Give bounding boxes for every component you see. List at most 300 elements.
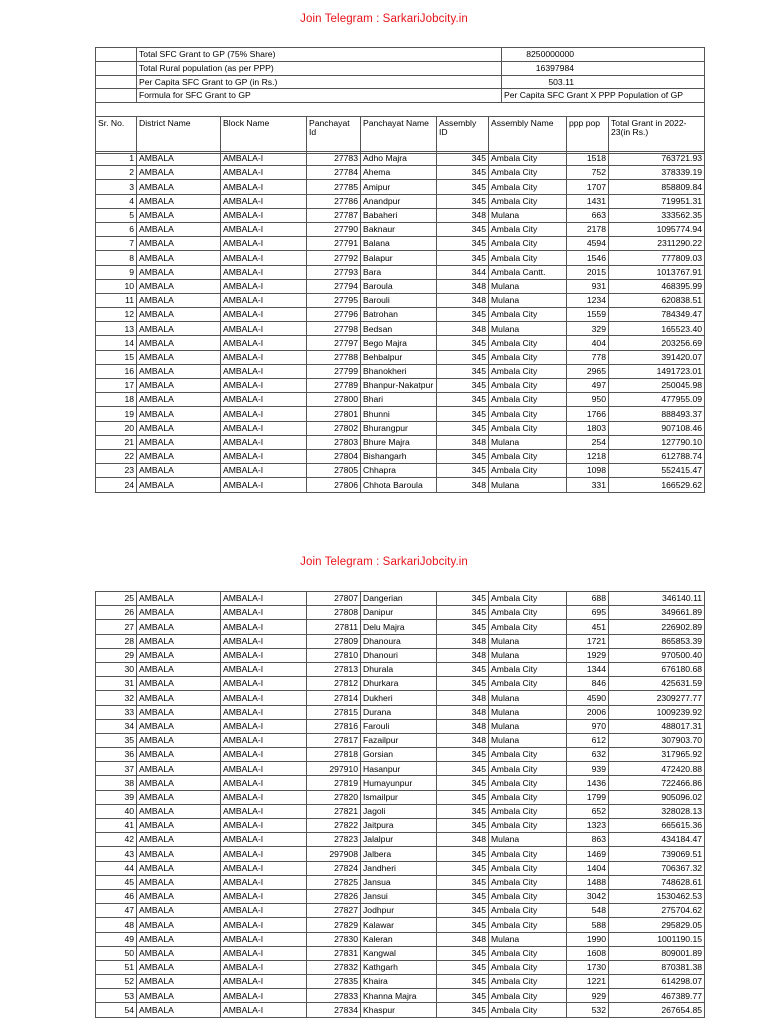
cell-panchayat-id: 27815	[307, 705, 361, 719]
table-row	[96, 393, 705, 407]
cell-district-name: AMBALA	[137, 634, 221, 648]
table-row	[96, 875, 705, 889]
cell-total-grant: 307903.70	[609, 733, 705, 747]
cell-assembly-name: Ambala City	[489, 606, 567, 620]
cell-ppp-pop: 846	[567, 677, 609, 691]
cell-assembly-id: 345	[437, 847, 489, 861]
cell-total-grant: 777809.03	[609, 251, 705, 265]
cell-total-grant: 275704.62	[609, 904, 705, 918]
cell-total-grant: 748628.61	[609, 875, 705, 889]
cell-block-name: AMBALA-I	[221, 762, 307, 776]
cell-district-name: AMBALA	[137, 393, 221, 407]
cell-sr-no: 29	[96, 648, 137, 662]
cell-panchayat-id: 27791	[307, 237, 361, 251]
cell-block-name: AMBALA-I	[221, 776, 307, 790]
cell-block-name: AMBALA-I	[221, 634, 307, 648]
table-row	[96, 208, 705, 222]
cell-panchayat-id: 27800	[307, 393, 361, 407]
cell-ppp-pop: 663	[567, 208, 609, 222]
cell-total-grant: 612788.74	[609, 449, 705, 463]
cell-assembly-id: 345	[437, 875, 489, 889]
cell-total-grant: 1095774.94	[609, 222, 705, 236]
cell-block-name: AMBALA-I	[221, 435, 307, 449]
cell-sr-no: 10	[96, 279, 137, 293]
cell-block-name: AMBALA-I	[221, 861, 307, 875]
cell-panchayat-id: 297910	[307, 762, 361, 776]
cell-panchayat-id: 27833	[307, 989, 361, 1003]
cell-sr-no: 6	[96, 222, 137, 236]
cell-assembly-id: 345	[437, 662, 489, 676]
cell-panchayat-name: Dhanoura	[361, 634, 437, 648]
cell-panchayat-name: Dangerian	[361, 592, 437, 606]
cell-panchayat-name: Dhurkara	[361, 677, 437, 691]
cell-total-grant: 226902.89	[609, 620, 705, 634]
cell-assembly-name: Mulana	[489, 733, 567, 747]
cell-block-name: AMBALA-I	[221, 606, 307, 620]
cell-assembly-id: 345	[437, 620, 489, 634]
cell-total-grant: 267654.85	[609, 1003, 705, 1017]
cell-ppp-pop: 752	[567, 166, 609, 180]
cell-total-grant: 970500.40	[609, 648, 705, 662]
cell-block-name: AMBALA-I	[221, 946, 307, 960]
cell-block-name: AMBALA-I	[221, 889, 307, 903]
cell-district-name: AMBALA	[137, 350, 221, 364]
cell-panchayat-name: Batrohan	[361, 308, 437, 322]
cell-district-name: AMBALA	[137, 705, 221, 719]
cell-block-name: AMBALA-I	[221, 819, 307, 833]
cell-assembly-name: Ambala City	[489, 308, 567, 322]
cell-assembly-id: 348	[437, 478, 489, 492]
cell-panchayat-id: 27806	[307, 478, 361, 492]
summary-row	[96, 89, 705, 103]
cell-assembly-name: Ambala City	[489, 847, 567, 861]
cell-block-name: AMBALA-I	[221, 449, 307, 463]
cell-total-grant: 467389.77	[609, 989, 705, 1003]
cell-block-name: AMBALA-I	[221, 237, 307, 251]
cell-assembly-id: 345	[437, 748, 489, 762]
cell-sr-no: 8	[96, 251, 137, 265]
cell-sr-no: 16	[96, 364, 137, 378]
table-row	[96, 308, 705, 322]
cell-ppp-pop: 4594	[567, 237, 609, 251]
cell-sr-no: 25	[96, 592, 137, 606]
cell-panchayat-name: Kalawar	[361, 918, 437, 932]
cell-block-name: AMBALA-I	[221, 393, 307, 407]
cell-assembly-name: Ambala City	[489, 421, 567, 435]
cell-block-name: AMBALA-I	[221, 251, 307, 265]
table-row	[96, 790, 705, 804]
header-assembly-name: Assembly Name	[489, 117, 567, 154]
telegram-link[interactable]: Join Telegram : SarkariJobcity.in	[300, 13, 468, 25]
cell-assembly-id: 345	[437, 904, 489, 918]
cell-block-name: AMBALA-I	[221, 152, 307, 166]
cell-district-name: AMBALA	[137, 691, 221, 705]
cell-block-name: AMBALA-I	[221, 180, 307, 194]
cell-block-name: AMBALA-I	[221, 350, 307, 364]
cell-total-grant: 809001.89	[609, 946, 705, 960]
cell-total-grant: 349661.89	[609, 606, 705, 620]
cell-panchayat-name: Bhanokheri	[361, 364, 437, 378]
cell-sr-no: 5	[96, 208, 137, 222]
cell-panchayat-name: Kathgarh	[361, 960, 437, 974]
cell-panchayat-name: Jandheri	[361, 861, 437, 875]
cell-district-name: AMBALA	[137, 932, 221, 946]
table-row	[96, 407, 705, 421]
cell-district-name: AMBALA	[137, 889, 221, 903]
cell-assembly-name: Mulana	[489, 634, 567, 648]
cell-district-name: AMBALA	[137, 677, 221, 691]
cell-total-grant: 763721.93	[609, 152, 705, 166]
table-row	[96, 946, 705, 960]
cell-total-grant: 333562.35	[609, 208, 705, 222]
cell-block-name: AMBALA-I	[221, 790, 307, 804]
cell-assembly-name: Mulana	[489, 719, 567, 733]
table-row	[96, 180, 705, 194]
cell-sr-no: 52	[96, 975, 137, 989]
cell-ppp-pop: 1803	[567, 421, 609, 435]
cell-total-grant: 706367.32	[609, 861, 705, 875]
cell-ppp-pop: 950	[567, 393, 609, 407]
cell-ppp-pop: 329	[567, 322, 609, 336]
cell-total-grant: 888493.37	[609, 407, 705, 421]
cell-block-name: AMBALA-I	[221, 620, 307, 634]
cell-panchayat-id: 27799	[307, 364, 361, 378]
cell-assembly-id: 345	[437, 152, 489, 166]
cell-total-grant: 676180.68	[609, 662, 705, 676]
cell-sr-no: 19	[96, 407, 137, 421]
table-row	[96, 762, 705, 776]
cell-assembly-id: 345	[437, 336, 489, 350]
cell-total-grant: 552415.47	[609, 464, 705, 478]
cell-assembly-name: Mulana	[489, 648, 567, 662]
cell-ppp-pop: 1730	[567, 960, 609, 974]
table-row	[96, 379, 705, 393]
cell-panchayat-id: 27821	[307, 804, 361, 818]
cell-sr-no: 50	[96, 946, 137, 960]
cell-district-name: AMBALA	[137, 208, 221, 222]
cell-assembly-name: Mulana	[489, 435, 567, 449]
header-total-grant: Total Grant in 2022-23(in Rs.)	[609, 117, 705, 154]
cell-panchayat-name: Jansua	[361, 875, 437, 889]
cell-ppp-pop: 548	[567, 904, 609, 918]
cell-ppp-pop: 1323	[567, 819, 609, 833]
cell-total-grant: 166529.62	[609, 478, 705, 492]
cell-district-name: AMBALA	[137, 733, 221, 747]
table-row	[96, 705, 705, 719]
cell-district-name: AMBALA	[137, 407, 221, 421]
cell-panchayat-id: 27804	[307, 449, 361, 463]
cell-total-grant: 127790.10	[609, 435, 705, 449]
cell-assembly-id: 348	[437, 435, 489, 449]
cell-panchayat-name: Khaira	[361, 975, 437, 989]
cell-ppp-pop: 1707	[567, 180, 609, 194]
cell-assembly-name: Ambala City	[489, 180, 567, 194]
blank-cell	[96, 61, 137, 75]
cell-panchayat-name: Khanna Majra	[361, 989, 437, 1003]
cell-block-name: AMBALA-I	[221, 918, 307, 932]
cell-sr-no: 47	[96, 904, 137, 918]
summary-value: 8250000000	[502, 48, 705, 62]
cell-assembly-name: Mulana	[489, 293, 567, 307]
cell-sr-no: 49	[96, 932, 137, 946]
cell-total-grant: 905096.02	[609, 790, 705, 804]
cell-ppp-pop: 1436	[567, 776, 609, 790]
cell-panchayat-id: 27807	[307, 592, 361, 606]
telegram-link[interactable]: Join Telegram : SarkariJobcity.in	[300, 556, 468, 568]
cell-district-name: AMBALA	[137, 960, 221, 974]
cell-block-name: AMBALA-I	[221, 733, 307, 747]
table-row	[96, 847, 705, 861]
cell-total-grant: 295829.05	[609, 918, 705, 932]
table-row	[96, 634, 705, 648]
cell-ppp-pop: 2178	[567, 222, 609, 236]
cell-district-name: AMBALA	[137, 1003, 221, 1017]
cell-total-grant: 719951.31	[609, 194, 705, 208]
cell-assembly-name: Ambala City	[489, 222, 567, 236]
cell-assembly-name: Ambala City	[489, 620, 567, 634]
header-district-name: District Name	[137, 117, 221, 154]
cell-block-name: AMBALA-I	[221, 904, 307, 918]
cell-district-name: AMBALA	[137, 989, 221, 1003]
cell-assembly-name: Ambala City	[489, 748, 567, 762]
cell-sr-no: 36	[96, 748, 137, 762]
cell-panchayat-name: Jodhpur	[361, 904, 437, 918]
cell-panchayat-id: 27784	[307, 166, 361, 180]
cell-block-name: AMBALA-I	[221, 279, 307, 293]
cell-total-grant: 425631.59	[609, 677, 705, 691]
table-row	[96, 733, 705, 747]
cell-panchayat-name: Jalbera	[361, 847, 437, 861]
cell-ppp-pop: 1234	[567, 293, 609, 307]
cell-assembly-id: 348	[437, 691, 489, 705]
header-ppp-pop: ppp pop	[567, 117, 609, 154]
cell-assembly-id: 345	[437, 790, 489, 804]
cell-sr-no: 28	[96, 634, 137, 648]
cell-assembly-name: Ambala City	[489, 464, 567, 478]
cell-panchayat-name: Bhunni	[361, 407, 437, 421]
cell-block-name: AMBALA-I	[221, 379, 307, 393]
cell-ppp-pop: 1929	[567, 648, 609, 662]
cell-panchayat-name: Humayunpur	[361, 776, 437, 790]
cell-sr-no: 9	[96, 265, 137, 279]
cell-panchayat-name: Bhure Majra	[361, 435, 437, 449]
cell-sr-no: 30	[96, 662, 137, 676]
table-row	[96, 421, 705, 435]
cell-assembly-id: 348	[437, 322, 489, 336]
cell-assembly-name: Ambala City	[489, 237, 567, 251]
cell-assembly-id: 348	[437, 648, 489, 662]
cell-panchayat-name: Delu Majra	[361, 620, 437, 634]
header-block-name: Block Name	[221, 117, 307, 154]
cell-total-grant: 488017.31	[609, 719, 705, 733]
summary-label: Per Capita SFC Grant to GP (in Rs.)	[137, 75, 502, 89]
cell-assembly-name: Mulana	[489, 833, 567, 847]
cell-ppp-pop: 404	[567, 336, 609, 350]
cell-block-name: AMBALA-I	[221, 875, 307, 889]
cell-block-name: AMBALA-I	[221, 421, 307, 435]
cell-panchayat-id: 27818	[307, 748, 361, 762]
table-row	[96, 435, 705, 449]
cell-panchayat-id: 27809	[307, 634, 361, 648]
cell-sr-no: 15	[96, 350, 137, 364]
cell-block-name: AMBALA-I	[221, 166, 307, 180]
cell-sr-no: 46	[96, 889, 137, 903]
cell-assembly-id: 345	[437, 861, 489, 875]
table-row	[96, 776, 705, 790]
table-row	[96, 350, 705, 364]
cell-total-grant: 203256.69	[609, 336, 705, 350]
cell-ppp-pop: 588	[567, 918, 609, 932]
cell-assembly-id: 345	[437, 1003, 489, 1017]
table-row	[96, 662, 705, 676]
cell-assembly-id: 348	[437, 634, 489, 648]
cell-assembly-id: 348	[437, 932, 489, 946]
cell-panchayat-id: 27792	[307, 251, 361, 265]
cell-panchayat-name: Barouli	[361, 293, 437, 307]
cell-assembly-name: Ambala City	[489, 677, 567, 691]
cell-ppp-pop: 1431	[567, 194, 609, 208]
cell-assembly-id: 345	[437, 222, 489, 236]
cell-block-name: AMBALA-I	[221, 592, 307, 606]
cell-total-grant: 870381.38	[609, 960, 705, 974]
grant-table-page-1	[95, 151, 705, 493]
cell-panchayat-id: 27830	[307, 932, 361, 946]
cell-total-grant: 614298.07	[609, 975, 705, 989]
cell-district-name: AMBALA	[137, 648, 221, 662]
cell-assembly-id: 345	[437, 804, 489, 818]
table-row	[96, 606, 705, 620]
cell-total-grant: 665615.36	[609, 819, 705, 833]
cell-ppp-pop: 2965	[567, 364, 609, 378]
cell-panchayat-id: 27808	[307, 606, 361, 620]
cell-sr-no: 18	[96, 393, 137, 407]
cell-sr-no: 20	[96, 421, 137, 435]
cell-ppp-pop: 1608	[567, 946, 609, 960]
cell-ppp-pop: 1488	[567, 875, 609, 889]
cell-panchayat-name: Jalalpur	[361, 833, 437, 847]
table-row	[96, 833, 705, 847]
cell-block-name: AMBALA-I	[221, 336, 307, 350]
cell-sr-no: 34	[96, 719, 137, 733]
cell-ppp-pop: 1469	[567, 847, 609, 861]
cell-sr-no: 35	[96, 733, 137, 747]
cell-assembly-id: 345	[437, 308, 489, 322]
cell-assembly-name: Ambala City	[489, 166, 567, 180]
cell-assembly-id: 345	[437, 819, 489, 833]
cell-total-grant: 1001190.15	[609, 932, 705, 946]
cell-ppp-pop: 3042	[567, 889, 609, 903]
cell-district-name: AMBALA	[137, 194, 221, 208]
cell-sr-no: 24	[96, 478, 137, 492]
cell-sr-no: 41	[96, 819, 137, 833]
cell-panchayat-id: 27793	[307, 265, 361, 279]
cell-block-name: AMBALA-I	[221, 662, 307, 676]
cell-ppp-pop: 688	[567, 592, 609, 606]
cell-panchayat-id: 27822	[307, 819, 361, 833]
cell-block-name: AMBALA-I	[221, 648, 307, 662]
cell-block-name: AMBALA-I	[221, 975, 307, 989]
cell-assembly-name: Mulana	[489, 705, 567, 719]
cell-panchayat-id: 27810	[307, 648, 361, 662]
cell-panchayat-name: Chhapra	[361, 464, 437, 478]
cell-assembly-id: 345	[437, 350, 489, 364]
cell-assembly-name: Ambala City	[489, 960, 567, 974]
cell-panchayat-name: Bhanpur-Nakatpur	[361, 379, 437, 393]
cell-block-name: AMBALA-I	[221, 804, 307, 818]
cell-panchayat-name: Behbalpur	[361, 350, 437, 364]
cell-assembly-name: Ambala City	[489, 449, 567, 463]
cell-assembly-name: Ambala City	[489, 194, 567, 208]
cell-ppp-pop: 331	[567, 478, 609, 492]
cell-total-grant: 328028.13	[609, 804, 705, 818]
cell-district-name: AMBALA	[137, 776, 221, 790]
spacer-row	[96, 103, 705, 117]
cell-sr-no: 12	[96, 308, 137, 322]
cell-ppp-pop: 1344	[567, 662, 609, 676]
cell-sr-no: 14	[96, 336, 137, 350]
cell-ppp-pop: 1721	[567, 634, 609, 648]
cell-panchayat-name: Danipur	[361, 606, 437, 620]
cell-sr-no: 33	[96, 705, 137, 719]
cell-total-grant: 620838.51	[609, 293, 705, 307]
table-row	[96, 152, 705, 166]
cell-assembly-name: Ambala City	[489, 989, 567, 1003]
cell-ppp-pop: 1799	[567, 790, 609, 804]
cell-district-name: AMBALA	[137, 790, 221, 804]
table-row	[96, 592, 705, 606]
cell-ppp-pop: 1404	[567, 861, 609, 875]
cell-district-name: AMBALA	[137, 180, 221, 194]
cell-ppp-pop: 1518	[567, 152, 609, 166]
cell-assembly-id: 348	[437, 705, 489, 719]
cell-ppp-pop: 695	[567, 606, 609, 620]
cell-panchayat-id: 27790	[307, 222, 361, 236]
summary-value: 503.11	[502, 75, 705, 89]
cell-panchayat-id: 27789	[307, 379, 361, 393]
cell-assembly-name: Ambala City	[489, 364, 567, 378]
cell-assembly-name: Ambala City	[489, 1003, 567, 1017]
table-row	[96, 960, 705, 974]
cell-assembly-id: 345	[437, 180, 489, 194]
cell-assembly-name: Ambala City	[489, 762, 567, 776]
cell-assembly-id: 345	[437, 393, 489, 407]
cell-panchayat-id: 27801	[307, 407, 361, 421]
cell-assembly-id: 348	[437, 833, 489, 847]
cell-panchayat-name: Jansui	[361, 889, 437, 903]
cell-total-grant: 346140.11	[609, 592, 705, 606]
cell-district-name: AMBALA	[137, 847, 221, 861]
cell-sr-no: 26	[96, 606, 137, 620]
cell-assembly-id: 345	[437, 194, 489, 208]
cell-sr-no: 1	[96, 152, 137, 166]
cell-sr-no: 17	[96, 379, 137, 393]
cell-block-name: AMBALA-I	[221, 847, 307, 861]
cell-district-name: AMBALA	[137, 719, 221, 733]
table-row	[96, 194, 705, 208]
cell-district-name: AMBALA	[137, 364, 221, 378]
table-row	[96, 677, 705, 691]
cell-assembly-name: Mulana	[489, 932, 567, 946]
cell-district-name: AMBALA	[137, 464, 221, 478]
cell-sr-no: 31	[96, 677, 137, 691]
cell-panchayat-id: 27795	[307, 293, 361, 307]
cell-panchayat-name: Jaitpura	[361, 819, 437, 833]
cell-sr-no: 11	[96, 293, 137, 307]
cell-assembly-name: Ambala City	[489, 350, 567, 364]
cell-panchayat-name: Bishangarh	[361, 449, 437, 463]
table-row	[96, 222, 705, 236]
cell-district-name: AMBALA	[137, 918, 221, 932]
